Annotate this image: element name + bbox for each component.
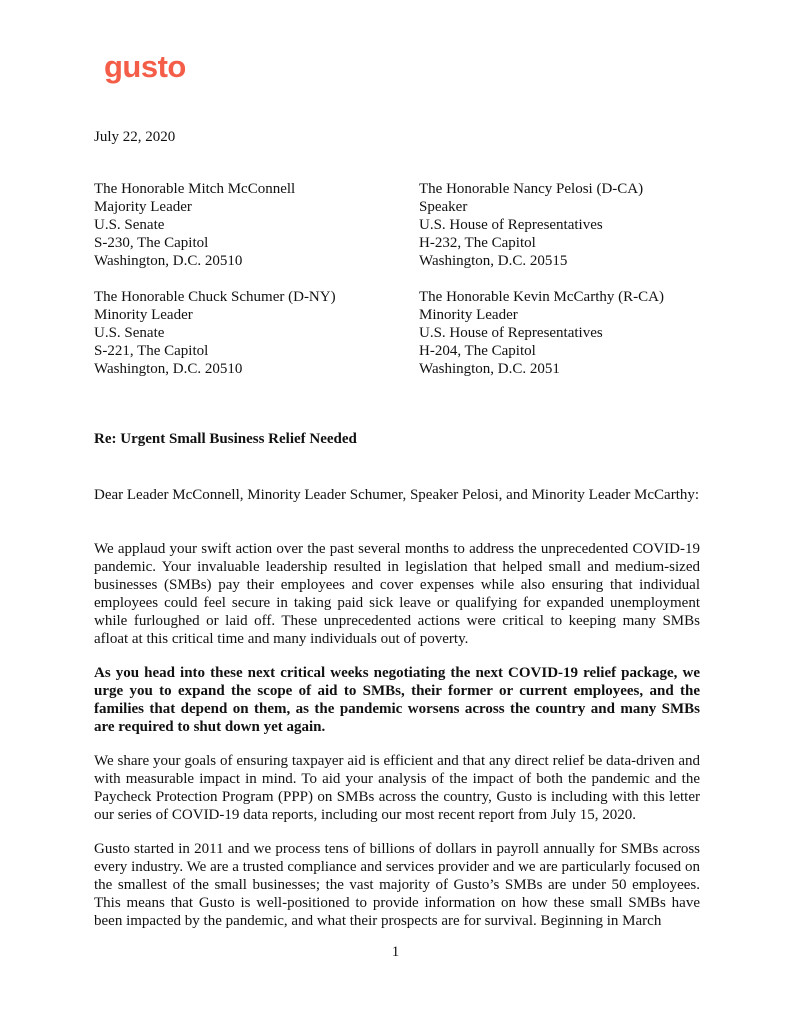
salutation: Dear Leader McConnell, Minority Leader Schumer, Speaker Pelosi, and Minority Leader McCarthy: bbox=[94, 487, 700, 503]
gusto-logo: gusto bbox=[104, 49, 186, 84]
address-line: The Honorable Nancy Pelosi (D-CA) bbox=[419, 181, 644, 197]
recipient-address-block bbox=[419, 180, 643, 270]
body-paragraph-emphasis: As you head into these next critical weeks negotiating the next COVID-19 relief package, we urge you to expand the scope of aid to SMBs, their former or current employees, and the families that depend on them, as the pandemic worsens across the country and many SMBs are required to shut down yet again. bbox=[94, 665, 700, 735]
letter-date: July 22, 2020 bbox=[94, 129, 176, 145]
address-line: Washington, D.C. 20510 bbox=[94, 253, 243, 269]
address-line: Washington, D.C. 20510 bbox=[94, 361, 243, 377]
address-line: The Honorable Mitch McConnell bbox=[94, 181, 296, 197]
address-line: Majority Leader bbox=[94, 199, 192, 215]
address-line: S-230, The Capitol bbox=[94, 235, 209, 251]
address-line: H-232, The Capitol bbox=[419, 235, 536, 251]
address-line: Washington, D.C. 2051 bbox=[419, 361, 560, 377]
address-line: U.S. House of Representatives bbox=[419, 217, 603, 233]
address-line: Minority Leader bbox=[419, 307, 518, 323]
subject-line: Re: Urgent Small Business Relief Needed bbox=[94, 431, 357, 447]
body-paragraph: We applaud your swift action over the past several months to address the unprecedented COVID-19 pandemic. Your invaluable leadership resulted in legislation that helped small and medium-sized businesses (SMBs) pay their employees and cover expenses while also ensuring that individual employees could feel secure in taking paid sick leave or qualifying for expanded unemployment while furloughed or laid off. These unprecedented actions were critical to keeping many SMBs afloat at this critical time and many individuals out of poverty. bbox=[94, 541, 700, 647]
address-line: S-221, The Capitol bbox=[94, 343, 209, 359]
recipient-address-block bbox=[419, 288, 664, 378]
address-line: U.S. House of Representatives bbox=[419, 325, 603, 341]
address-line: Minority Leader bbox=[94, 307, 193, 323]
address-line: Washington, D.C. 20515 bbox=[419, 253, 568, 269]
address-line: H-204, The Capitol bbox=[419, 343, 536, 359]
address-line: The Honorable Kevin McCarthy (R-CA) bbox=[419, 289, 664, 305]
address-line: U.S. Senate bbox=[94, 325, 165, 341]
body-paragraph: We share your goals of ensuring taxpayer aid is efficient and that any direct relief be data-driven and with measurable impact in mind. To aid your analysis of the impact of both the pandemic and the Paycheck Protection Program (PPP) on SMBs across the country, Gusto is including with this letter our series of COVID-19 data reports, including our most recent report from July 15, 2020. bbox=[94, 753, 700, 823]
address-line: The Honorable Chuck Schumer (D-NY) bbox=[94, 289, 336, 305]
recipient-address-block bbox=[94, 180, 295, 270]
address-line: U.S. Senate bbox=[94, 217, 165, 233]
address-line: Speaker bbox=[419, 199, 468, 215]
recipient-address-block bbox=[94, 288, 336, 378]
body-paragraph: Gusto started in 2011 and we process tens of billions of dollars in payroll annually for SMBs across every industry. We are a trusted compliance and services provider and we are particularly focused on the smallest of the small businesses; the vast majority of Gusto’s SMBs are under 50 employees. This means that Gusto is well-positioned to provide information on how these small SMBs have been impacted by the pandemic, and what their prospects are for survival. Beginning in March bbox=[94, 841, 700, 929]
page-number: 1 bbox=[391, 944, 400, 960]
